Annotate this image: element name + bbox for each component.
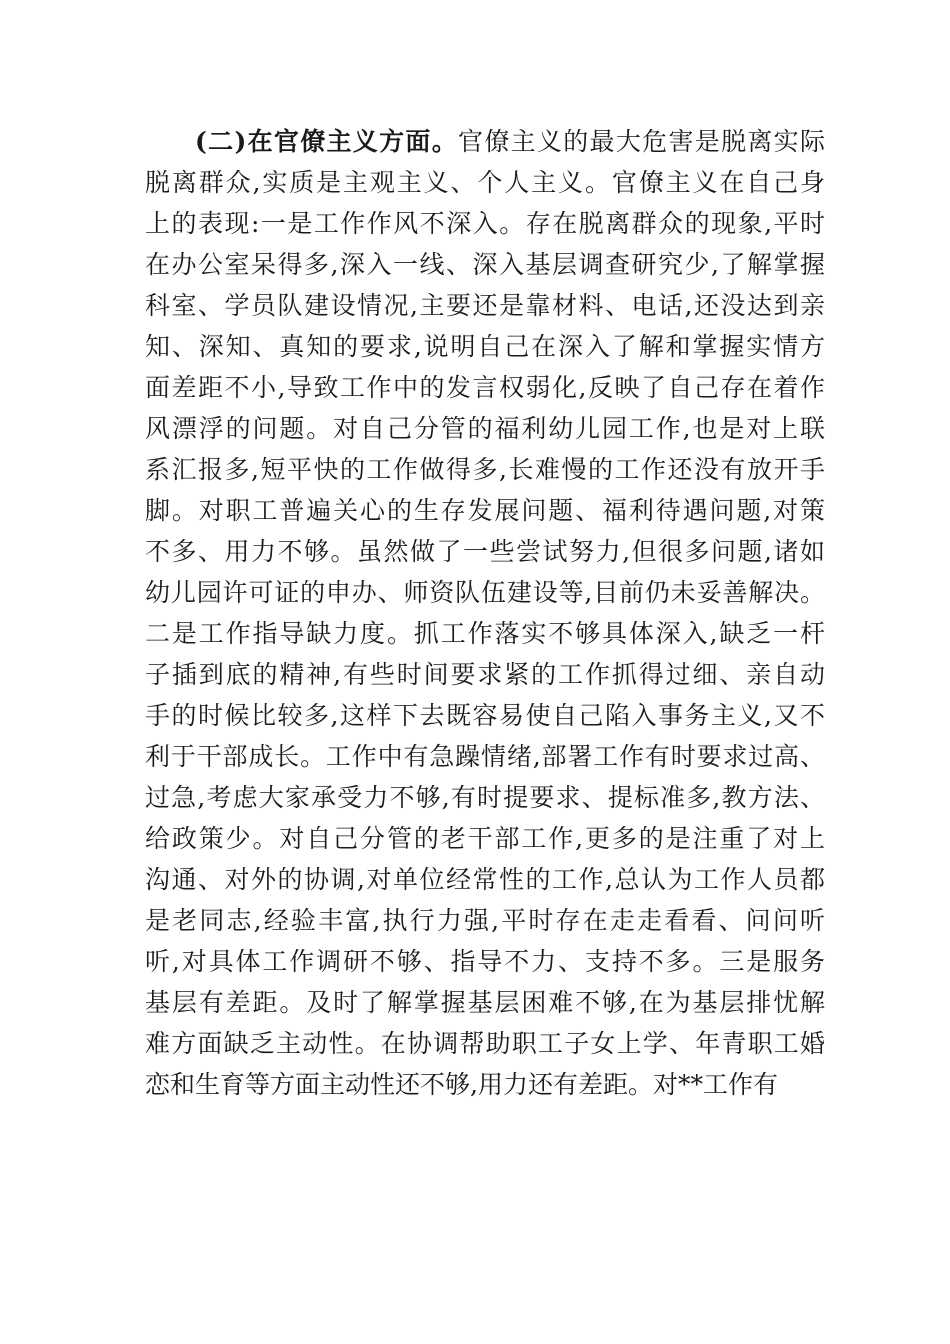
paragraph-line: 手的时候比较多,这样下去既容易使自己陷入事务主义,又不 <box>145 701 825 730</box>
paragraph-line: 脚。对职工普遍关心的生存发展问题、福利待遇问题,对策 <box>145 496 825 525</box>
paragraph-line: 沟通、对外的协调,对单位经常性的工作,总认为工作人员都 <box>145 865 825 894</box>
paragraph-line: 知、深知、真知的要求,说明自己在深入了解和掌握实情方 <box>145 332 825 361</box>
paragraph-line-text: 官僚主义的最大危害是脱离实际 <box>458 127 825 156</box>
paragraph-line: 是老同志,经验丰富,执行力强,平时存在走走看看、问问听 <box>145 906 825 935</box>
paragraph-line <box>145 121 825 162</box>
section-heading: (二)在官僚主义方面。 <box>195 127 459 156</box>
paragraph-line: 利于干部成长。工作中有急躁情绪,部署工作有时要求过高、 <box>145 742 825 771</box>
paragraph-line: 科室、学员队建设情况,主要还是靠材料、电话,还没达到亲 <box>145 291 825 320</box>
paragraph-line: 听,对具体工作调研不够、指导不力、支持不多。三是服务 <box>145 947 825 976</box>
paragraph-line: 系汇报多,短平快的工作做得多,长难慢的工作还没有放开手 <box>145 455 825 484</box>
paragraph-line: 上的表现:一是工作作风不深入。存在脱离群众的现象,平时 <box>145 209 825 238</box>
body-paragraph <box>145 121 825 1105</box>
paragraph-line: 基层有差距。及时了解掌握基层困难不够,在为基层排忧解 <box>145 988 825 1017</box>
paragraph-line: 脱离群众,实质是主观主义、个人主义。官僚主义在自己身 <box>145 168 825 197</box>
paragraph-line: 面差距不小,导致工作中的发言权弱化,反映了自己存在着作 <box>145 373 825 402</box>
paragraph-line: 子插到底的精神,有些时间要求紧的工作抓得过细、亲自动 <box>145 660 825 689</box>
paragraph-line: 风漂浮的问题。对自己分管的福利幼儿园工作,也是对上联 <box>145 414 825 443</box>
paragraph-line: 给政策少。对自己分管的老干部工作,更多的是注重了对上 <box>145 824 825 853</box>
paragraph-line: 在办公室呆得多,深入一线、深入基层调查研究少,了解掌握 <box>145 250 825 279</box>
paragraph-line: 过急,考虑大家承受力不够,有时提要求、提标准多,教方法、 <box>145 783 825 812</box>
paragraph-line: 二是工作指导缺力度。抓工作落实不够具体深入,缺乏一杆 <box>145 619 825 648</box>
paragraph-line: 幼儿园许可证的申办、师资队伍建设等,目前仍未妥善解决。 <box>145 578 825 607</box>
paragraph-line: 不多、用力不够。虽然做了一些尝试努力,但很多问题,诸如 <box>145 537 825 566</box>
paragraph-line: 恋和生育等方面主动性还不够,用力还有差距。对**工作有 <box>145 1070 778 1099</box>
paragraph-line: 难方面缺乏主动性。在协调帮助职工子女上学、年青职工婚 <box>145 1029 825 1058</box>
